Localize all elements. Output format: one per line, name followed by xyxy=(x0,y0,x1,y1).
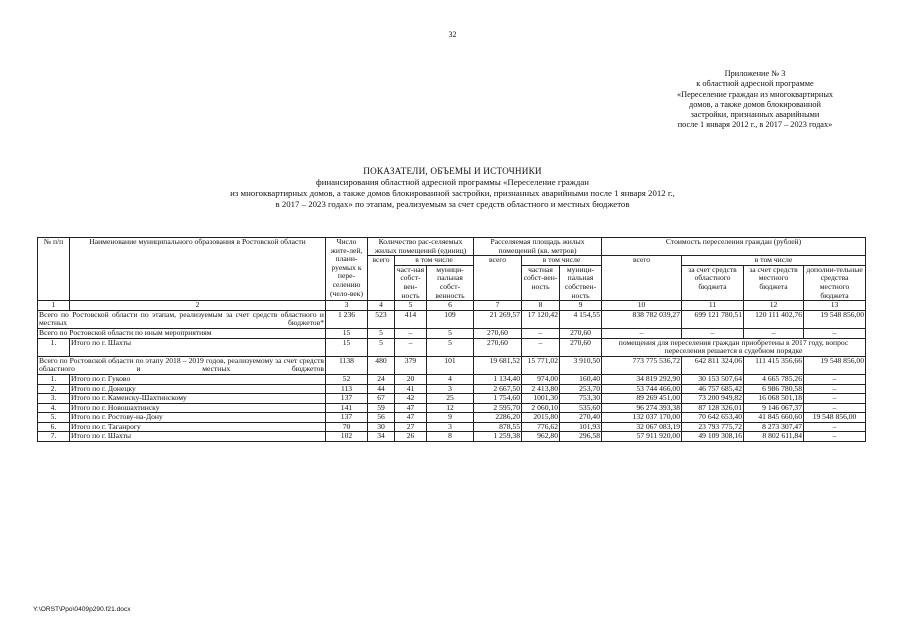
appendix-line: после 1 января 2012 г., в 2017 – 2023 годах» xyxy=(677,120,833,130)
cell-value: – xyxy=(602,328,682,338)
cell-value: 49 109 308,16 xyxy=(682,432,744,442)
row-num: 1. xyxy=(38,338,70,356)
row-num: 3. xyxy=(38,394,70,404)
header-municipal-rooms: муници-пальная собст-венность xyxy=(427,265,474,300)
row-name: Итого по г. Новошахтинску xyxy=(70,403,326,413)
cell-value: 3 910,50 xyxy=(560,356,602,374)
cell-value: 6 986 780,58 xyxy=(744,384,804,394)
cell-value: 9 xyxy=(427,413,474,423)
cell-value: 2 060,10 xyxy=(522,403,560,413)
col-number: 12 xyxy=(744,301,804,311)
header-regional-budget: за счет средств областного бюджета xyxy=(682,265,744,300)
cell-value: 47 xyxy=(395,413,427,423)
header-cost-incl: в том числе xyxy=(682,256,866,266)
cell-value: 34 819 292,90 xyxy=(602,374,682,384)
col-number: 4 xyxy=(368,301,395,311)
cell-value: 773 775 536,72 xyxy=(602,356,682,374)
cell-value: 1001,30 xyxy=(522,394,560,404)
cell-value: 5 xyxy=(368,328,395,338)
cell-value: 15 xyxy=(326,328,368,338)
cell-value: 111 415 356,66 xyxy=(744,356,804,374)
cell-value: 8 xyxy=(427,432,474,442)
appendix-line: домов, а также домов блокированной xyxy=(689,99,821,109)
cell-value: 2015,80 xyxy=(522,413,560,423)
cell-value: 52 xyxy=(326,374,368,384)
cell-value: 1 259,38 xyxy=(474,432,522,442)
cell-value: 17 120,42 xyxy=(522,310,560,328)
table-row xyxy=(38,374,866,384)
cell-value: 42 xyxy=(395,394,427,404)
row-num: 5. xyxy=(38,413,70,423)
cell-value: 12 xyxy=(427,403,474,413)
cell-value: 32 067 083,19 xyxy=(602,422,682,432)
cell-value: 270,60 xyxy=(474,328,522,338)
resettlement-note: помещения для переселения граждан приобретены в 2017 году, вопрос переселения решается в судебном порядке xyxy=(602,338,866,356)
cell-value: 19 548 856,00 xyxy=(804,310,866,328)
cell-value: 67 xyxy=(368,394,395,404)
cell-value: 102 xyxy=(326,432,368,442)
col-number: 3 xyxy=(326,301,368,311)
cell-value: 87 128 326,01 xyxy=(682,403,744,413)
row-name: Итого по г. Гуково xyxy=(70,374,326,384)
cell-value: 8 273 307,47 xyxy=(744,422,804,432)
appendix-note xyxy=(650,69,860,131)
summary-row-stages xyxy=(38,310,866,328)
cell-value: 101,93 xyxy=(560,422,602,432)
cell-value: 1 134,40 xyxy=(474,374,522,384)
title-line: финансирования областной адресной программы «Переселение граждан xyxy=(316,177,589,187)
table-row xyxy=(38,403,866,413)
cell-value: – xyxy=(744,328,804,338)
cell-value: 15 xyxy=(326,338,368,356)
cell-value: 523 xyxy=(368,310,395,328)
cell-value: 270,60 xyxy=(560,338,602,356)
cell-value: 70 642 653,40 xyxy=(682,413,744,423)
cell-value: 23 793 775,72 xyxy=(682,422,744,432)
cell-value: 270,60 xyxy=(560,328,602,338)
col-number: 11 xyxy=(682,301,744,311)
cell-value: 56 xyxy=(368,413,395,423)
document-title xyxy=(80,166,825,210)
col-number: 2 xyxy=(70,301,326,311)
col-number: 8 xyxy=(522,301,560,311)
cell-value: 414 xyxy=(395,310,427,328)
header-people: Число жите-лей, плани-руемых к пере-селению (чело-век) xyxy=(326,238,368,301)
row-name: Итого по г. Шахты xyxy=(70,432,326,442)
row-name: Итого по г. Шахты xyxy=(70,338,326,356)
header-rooms-incl: в том числе xyxy=(395,256,474,266)
row-num: 2. xyxy=(38,384,70,394)
cell-value: 30 153 507,64 xyxy=(682,374,744,384)
city-rows xyxy=(38,374,866,441)
summary-name: Всего по Ростовской области по иным мероприятиям xyxy=(38,328,326,338)
cell-value: 379 xyxy=(395,356,427,374)
cell-value: 974,00 xyxy=(522,374,560,384)
cell-value: 19 681,52 xyxy=(474,356,522,374)
cell-value: 26 xyxy=(395,432,427,442)
cell-value: 2 667,50 xyxy=(474,384,522,394)
cell-value: 2286,20 xyxy=(474,413,522,423)
cell-value: 16 068 501,18 xyxy=(744,394,804,404)
title-heading: ПОКАЗАТЕЛИ, ОБЪЕМЫ И ИСТОЧНИКИ xyxy=(363,166,542,176)
col-number: 9 xyxy=(560,301,602,311)
cell-value: 15 771,02 xyxy=(522,356,560,374)
cell-value: 5 xyxy=(427,338,474,356)
cell-value: 53 744 466,00 xyxy=(602,384,682,394)
cell-value: 776,62 xyxy=(522,422,560,432)
row-num: 6. xyxy=(38,422,70,432)
appendix-line: «Переселение граждан из многоквартирных xyxy=(676,89,834,99)
cell-value: – xyxy=(395,338,427,356)
cell-value: 1138 xyxy=(326,356,368,374)
cell-value: 4 xyxy=(427,374,474,384)
cell-value: 24 xyxy=(368,374,395,384)
appendix-line: Приложение № 3 xyxy=(724,69,786,78)
col-number: 10 xyxy=(602,301,682,311)
cell-value: 9 146 067,37 xyxy=(744,403,804,413)
cell-value: – xyxy=(804,384,866,394)
header-num: № п/п xyxy=(38,238,70,301)
cell-value: 838 782 039,27 xyxy=(602,310,682,328)
col-number: 6 xyxy=(427,301,474,311)
table-row xyxy=(38,432,866,442)
summary-row-stage-2018 xyxy=(38,356,866,374)
summary-name: Всего по Ростовской области по этапам, реализуемым за счет средств областного и местных бюджетов* xyxy=(39,310,324,328)
cell-value: 19 548 856,00 xyxy=(804,413,866,423)
header-cost-total: всего xyxy=(602,256,682,301)
row-name: Итого по г. Ростову-на-Дону xyxy=(70,413,326,423)
header-area-incl: в том числе xyxy=(522,256,602,266)
cell-value: – xyxy=(522,338,560,356)
cell-value: 296,58 xyxy=(560,432,602,442)
title-line: в 2017 – 2023 годах» по этапам, реализуемым за счет средств областного и местных бюджетов xyxy=(275,199,630,209)
cell-value: 8 802 611,84 xyxy=(744,432,804,442)
table-row xyxy=(38,413,866,423)
cell-value: 1 236 xyxy=(326,310,368,328)
cell-value: – xyxy=(804,328,866,338)
cell-value: 137 xyxy=(326,394,368,404)
cell-value: 73 200 949,82 xyxy=(682,394,744,404)
summary-name: Всего по Ростовской области по этапу 2018 – 2019 годов, реализуемому за счет средств областного и местных бюджетов xyxy=(39,356,324,374)
row-num: 4. xyxy=(38,403,70,413)
cell-value: 46 757 685,42 xyxy=(682,384,744,394)
summary-row-other xyxy=(38,328,866,338)
cell-value: – xyxy=(804,432,866,442)
cell-value: 34 xyxy=(368,432,395,442)
header-area: Расселяемая площадь жилых помещений (кв. метров) xyxy=(474,238,602,256)
row-name: Итого по г. Каменску-Шахтинскому xyxy=(70,394,326,404)
row-num: 1. xyxy=(38,374,70,384)
cell-value: – xyxy=(804,374,866,384)
column-number-row xyxy=(38,301,866,311)
cell-value: 753,30 xyxy=(560,394,602,404)
cell-value: 41 845 660,60 xyxy=(744,413,804,423)
header-private-rooms: част-ная собст-вен-ность xyxy=(395,265,427,300)
appendix-line: к областной адресной программе xyxy=(696,79,814,89)
cell-value: 5 xyxy=(368,338,395,356)
cell-value: 113 xyxy=(326,384,368,394)
cell-value: 19 548 856,00 xyxy=(804,356,866,374)
header-name: Наименование муниципального образования в Ростовской области xyxy=(70,238,326,301)
cell-value: 878,55 xyxy=(474,422,522,432)
col-number: 1 xyxy=(38,301,70,311)
cell-value: – xyxy=(804,394,866,404)
cell-value: 141 xyxy=(326,403,368,413)
cell-value: – xyxy=(804,403,866,413)
cell-value: 132 037 170,00 xyxy=(602,413,682,423)
col-number: 13 xyxy=(804,301,866,311)
cell-value: 642 811 324,06 xyxy=(682,356,744,374)
cell-value: 5 xyxy=(427,328,474,338)
cell-value: 270,40 xyxy=(560,413,602,423)
table-row xyxy=(38,384,866,394)
table-row xyxy=(38,394,866,404)
appendix-line: застройки, признанных аварийными xyxy=(690,110,820,120)
cell-value: 962,80 xyxy=(522,432,560,442)
cell-value: 25 xyxy=(427,394,474,404)
cell-value: 57 911 920,00 xyxy=(602,432,682,442)
cell-value: 4 665 785,26 xyxy=(744,374,804,384)
cell-value: – xyxy=(804,422,866,432)
header-municipal-area: муници-пальная собствен-ность xyxy=(560,265,602,300)
cell-value: 2 413,80 xyxy=(522,384,560,394)
cell-value: 3 xyxy=(427,384,474,394)
header-extra-local: дополни-тельные средства местного бюджета xyxy=(804,265,866,300)
header-rooms: Количество рас-селяемых жилых помещений (единиц) xyxy=(368,238,474,256)
cell-value: 120 111 402,76 xyxy=(744,310,804,328)
funding-table xyxy=(37,237,866,442)
cell-value: 41 xyxy=(395,384,427,394)
cell-value: 96 274 393,38 xyxy=(602,403,682,413)
header-private-area: частная собст-вен-ность xyxy=(522,265,560,300)
header-cost: Стоимость переселения граждан (рублей) xyxy=(602,238,866,256)
cell-value: 4 154,55 xyxy=(560,310,602,328)
cell-value: 59 xyxy=(368,403,395,413)
cell-value: 160,40 xyxy=(560,374,602,384)
cell-value: 253,70 xyxy=(560,384,602,394)
col-number: 5 xyxy=(395,301,427,311)
row-name: Итого по г. Таганрогу xyxy=(70,422,326,432)
cell-value: 44 xyxy=(368,384,395,394)
cell-value: 137 xyxy=(326,413,368,423)
table-row xyxy=(38,422,866,432)
cell-value: 3 xyxy=(427,422,474,432)
col-number: 7 xyxy=(474,301,522,311)
cell-value: 89 269 451,00 xyxy=(602,394,682,404)
cell-value: 480 xyxy=(368,356,395,374)
cell-value: 535,60 xyxy=(560,403,602,413)
cell-value: 21 269,57 xyxy=(474,310,522,328)
cell-value: 47 xyxy=(395,403,427,413)
cell-value: – xyxy=(522,328,560,338)
cell-value: 1 754,60 xyxy=(474,394,522,404)
cell-value: 27 xyxy=(395,422,427,432)
cell-value: 270,60 xyxy=(474,338,522,356)
header-area-total: всего xyxy=(474,256,522,301)
cell-value: 109 xyxy=(427,310,474,328)
row-num: 7. xyxy=(38,432,70,442)
row-name: Итого по г. Донецку xyxy=(70,384,326,394)
cell-value: – xyxy=(395,328,427,338)
file-path: Y:\ORST\Ppo\0409p290.f21.docx xyxy=(33,606,131,613)
cell-value: – xyxy=(682,328,744,338)
cell-value: 2 595,70 xyxy=(474,403,522,413)
cell-value: 30 xyxy=(368,422,395,432)
cell-value: 20 xyxy=(395,374,427,384)
header-local-budget: за счет средств местного бюджета xyxy=(744,265,804,300)
cell-value: 70 xyxy=(326,422,368,432)
header-rooms-total: всего xyxy=(368,256,395,301)
cell-value: 699 121 780,51 xyxy=(682,310,744,328)
cell-value: 101 xyxy=(427,356,474,374)
title-line: из многоквартирных домов, а также домов блокированной застройки, признанных аварийными после 1 января 2012 г., xyxy=(230,188,675,198)
table-row xyxy=(38,338,866,356)
page-number: 32 xyxy=(448,30,457,39)
